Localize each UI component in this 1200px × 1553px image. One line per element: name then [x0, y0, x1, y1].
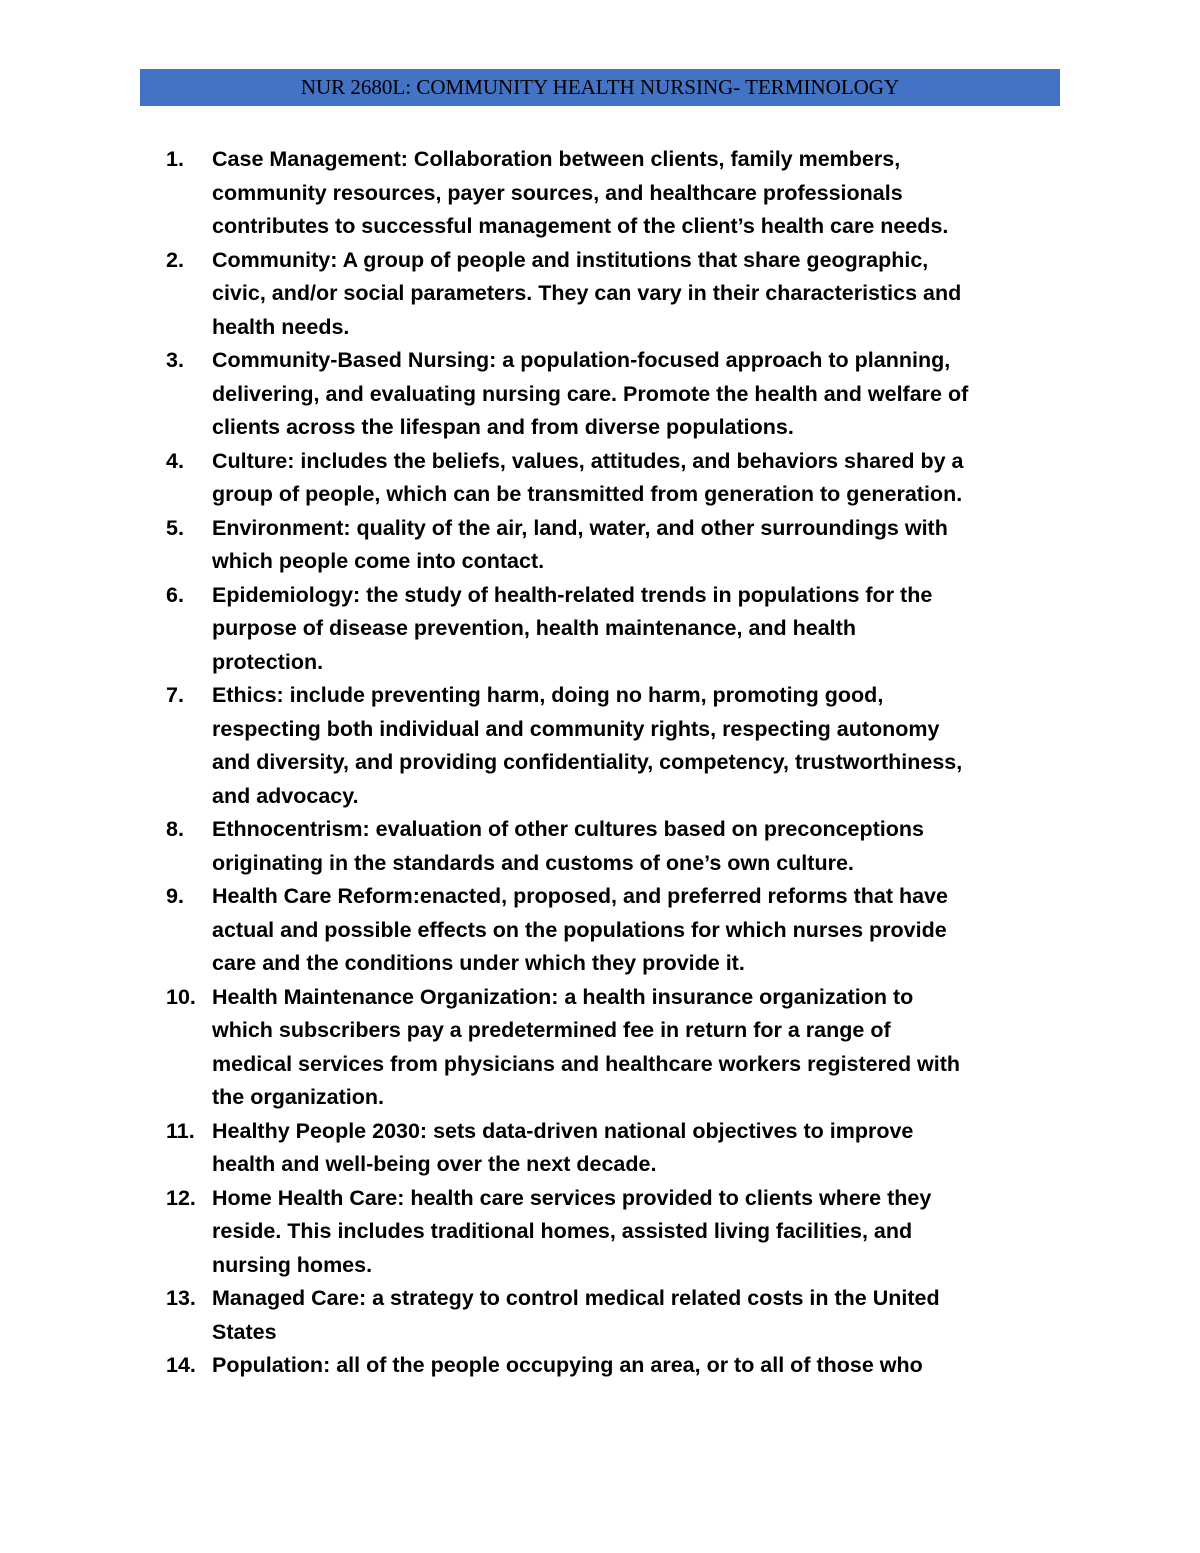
list-item [166, 1349, 1066, 1383]
list-item [166, 1182, 1066, 1283]
text-line: Healthy People 2030: sets data-driven national objectives to improve [212, 1118, 914, 1143]
text-line: States [212, 1319, 277, 1344]
list-item-text [212, 512, 1066, 579]
list-item [166, 1115, 1066, 1182]
list-item-number: 4. [166, 448, 184, 473]
list-item [166, 880, 1066, 981]
text-line: the organization. [212, 1085, 384, 1109]
list-item-text [212, 244, 1066, 345]
text-line: Culture: includes the beliefs, values, attitudes, and behaviors shared by a [212, 448, 964, 473]
text-line: care and the conditions under which they provide it. [212, 951, 745, 975]
text-line: which subscribers pay a predetermined fee in return for a range of [212, 1018, 891, 1042]
text-line: Health Care Reform:enacted, proposed, and preferred reforms that have [212, 884, 948, 908]
text-line: Epidemiology: the study of health-related trends in populations for the [212, 582, 933, 607]
text-line: clients across the lifespan and from diverse populations. [212, 415, 794, 439]
title-banner [140, 69, 1060, 106]
document-title: NUR 2680L: COMMUNITY HEALTH NURSING- TERMINOLOGY [300, 75, 900, 99]
list-item-number: 13. [166, 1286, 196, 1310]
list-item [166, 579, 1066, 680]
text-line: Community-Based Nursing: a population-focused approach to planning, [212, 348, 951, 372]
list-item [166, 143, 1066, 244]
list-item [166, 512, 1066, 579]
list-item-text [212, 344, 1066, 445]
text-line: nursing homes. [212, 1252, 373, 1277]
list-item-number: 6. [166, 582, 184, 607]
text-line: group of people, which can be transmitted from generation to generation. [212, 482, 963, 506]
text-line: originating in the standards and customs of one’s own culture. [212, 850, 854, 875]
text-line: and diversity, and providing confidentiality, competency, trustworthiness, [212, 750, 963, 774]
text-line: reside. This includes traditional homes, assisted living facilities, and [212, 1219, 913, 1243]
text-line: contributes to successful management of the client’s health care needs. [212, 214, 949, 238]
text-line: Ethnocentrism: evaluation of other cultures based on preconceptions [212, 817, 924, 841]
text-line: actual and possible effects on the populations for which nurses provide [212, 917, 947, 942]
list-item-text [212, 813, 1066, 880]
list-item-number: 7. [166, 683, 184, 707]
text-line: health needs. [212, 314, 350, 339]
text-line: purpose of disease prevention, health maintenance, and health [212, 616, 856, 640]
list-item-number: 14. [166, 1353, 196, 1377]
list-item-text [212, 1349, 1066, 1383]
list-item-number: 8. [166, 817, 184, 841]
list-item [166, 813, 1066, 880]
list-item-number: 12. [166, 1185, 196, 1210]
text-line: Population: all of the people occupying an area, or to all of those who [212, 1353, 923, 1377]
list-item-number: 1. [166, 147, 184, 171]
list-item-number: 5. [166, 515, 184, 540]
text-line: Managed Care: a strategy to control medical related costs in the United [212, 1286, 940, 1310]
text-line: Ethics: include preventing harm, doing no harm, promoting good, [212, 683, 884, 707]
text-line: which people come into contact. [212, 549, 545, 573]
list-item-text [212, 579, 1066, 680]
text-line: respecting both individual and community rights, respecting autonomy [212, 716, 940, 741]
text-line: health and well-being over the next decade. [212, 1152, 657, 1176]
list-item [166, 981, 1066, 1115]
list-item-text [212, 1115, 1066, 1182]
text-line: Environment: quality of the air, land, water, and other surroundings with [212, 515, 948, 540]
list-item-number: 11. [166, 1118, 195, 1143]
list-item-text [212, 1182, 1066, 1283]
list-item-number: 10. [166, 984, 196, 1009]
text-line: civic, and/or social parameters. They can vary in their characteristics and [212, 281, 962, 305]
text-line: and advocacy. [212, 783, 359, 808]
text-line: Home Health Care: health care services provided to clients where they [212, 1185, 932, 1210]
list-item-text [212, 981, 1066, 1115]
list-item [166, 1282, 1066, 1349]
text-line: medical services from physicians and healthcare workers registered with [212, 1051, 961, 1076]
text-line: Case Management: Collaboration between clients, family members, [212, 147, 901, 171]
terminology-list [166, 143, 1066, 1383]
text-line: protection. [212, 649, 324, 674]
list-item [166, 679, 1066, 813]
list-item-number: 2. [166, 247, 184, 272]
list-item-text [212, 445, 1066, 512]
list-item-text [212, 679, 1066, 813]
text-line: community resources, payer sources, and healthcare professionals [212, 180, 903, 205]
list-item-text [212, 880, 1066, 981]
text-line: Community: A group of people and institutions that share geographic, [212, 247, 929, 272]
list-item-text [212, 1282, 1066, 1349]
list-item [166, 344, 1066, 445]
text-line: delivering, and evaluating nursing care. Promote the health and welfare of [212, 381, 969, 406]
list-item [166, 244, 1066, 345]
list-item-number: 3. [166, 348, 184, 372]
text-line: Health Maintenance Organization: a health insurance organization to [212, 984, 914, 1009]
list-item-text [212, 143, 1066, 244]
list-item-number: 9. [166, 884, 184, 908]
list-item [166, 445, 1066, 512]
